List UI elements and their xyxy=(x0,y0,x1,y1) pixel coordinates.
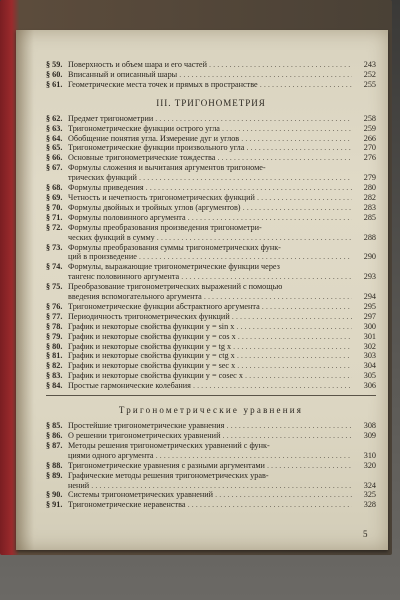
entry-title: Предмет тригонометрии . . . xyxy=(68,114,352,124)
toc-entry-continuation xyxy=(46,173,376,183)
entry-title: Простейшие тригонометрические уравнения . . . xyxy=(68,421,352,431)
entry-title: Тригонометрические уравнения с разными аргументами . . . xyxy=(68,461,352,471)
toc-entry xyxy=(46,461,376,471)
entry-number: § 68. xyxy=(46,183,63,193)
entry-number: § 72. xyxy=(46,222,63,232)
toc-entry xyxy=(46,351,376,361)
entry-title: График и некоторые свойства функции y = cosec x . . . xyxy=(68,371,352,381)
toc-entry xyxy=(46,312,376,322)
entry-title: Преобразование тригонометрических выражений с помощью xyxy=(68,282,283,292)
entry-page: 258 xyxy=(363,113,376,123)
entry-page: 301 xyxy=(363,331,376,341)
entry-page: 308 xyxy=(363,421,376,431)
entry-title: График и некоторые свойства функции y = ctg x . . . xyxy=(68,351,352,361)
toc-entry xyxy=(46,342,376,352)
entry-number: § 88. xyxy=(46,460,63,470)
toc-entry-continuation xyxy=(46,451,376,461)
entry-number: § 76. xyxy=(46,301,63,311)
toc-entry xyxy=(46,282,376,292)
entry-page: 285 xyxy=(363,212,376,222)
entry-page: 302 xyxy=(363,341,376,351)
entry-page: 252 xyxy=(363,69,376,79)
entry-number: § 70. xyxy=(46,202,63,212)
entry-title: Методы решения тригонометрических уравнений с функ- xyxy=(68,440,270,450)
entry-title: Тригонометрические неравенства . . . xyxy=(68,500,352,510)
entry-number: § 90. xyxy=(46,490,63,500)
entry-title: О решении тригонометрических уравнений . . . xyxy=(68,431,352,441)
entry-page: 304 xyxy=(363,361,376,371)
section-heading-equations: Тригонометрические уравнения xyxy=(118,405,304,416)
entry-title: Формулы двойных и тройных углов (аргументов) . . . xyxy=(68,203,352,213)
toc-entry xyxy=(46,124,376,134)
toc-entry xyxy=(46,80,376,90)
toc-entry xyxy=(46,431,376,441)
entry-number: § 71. xyxy=(46,212,63,222)
toc-entry-continuation xyxy=(46,272,376,282)
toc-entry xyxy=(46,134,376,144)
entry-number: § 59. xyxy=(46,60,63,69)
toc-entry xyxy=(46,421,376,431)
entry-title: График и некоторые свойства функции y = cos x . . . xyxy=(68,332,352,342)
toc-entry xyxy=(46,153,376,163)
entry-number: § 64. xyxy=(46,133,63,143)
section-heading-trigonometry: III. ТРИГОНОМЕТРИЯ xyxy=(156,97,266,108)
entry-number: § 65. xyxy=(46,143,63,153)
entry-title: Формулы приведения . . . xyxy=(68,183,352,193)
toc-entry xyxy=(46,471,376,481)
entry-title: Тригонометрические функции абстрактного аргумента . . . xyxy=(68,302,352,312)
entry-page: 309 xyxy=(363,431,376,440)
entry-page: 300 xyxy=(363,321,376,331)
entry-number: § 81. xyxy=(46,351,63,361)
book-page xyxy=(16,30,388,550)
entry-title: Формулы преобразования суммы тригонометрических функ- xyxy=(68,242,281,252)
entry-page: 270 xyxy=(363,143,376,153)
toc-entry xyxy=(46,114,376,124)
entry-number: § 69. xyxy=(46,192,63,202)
entry-title: График и некоторые свойства функции y = sin x . . . xyxy=(68,322,352,332)
entry-number: § 63. xyxy=(46,123,63,133)
entry-number: § 62. xyxy=(46,113,63,123)
entry-title: Вписанный и описанный шары . . . xyxy=(68,70,352,80)
entry-page: 303 xyxy=(363,351,376,361)
toc-entry xyxy=(46,371,376,381)
entry-title: Периодичность тригонометрических функций . . . xyxy=(68,312,352,322)
entry-number: § 78. xyxy=(46,321,63,331)
entry-title: Системы тригонометрических уравнений . . . xyxy=(68,490,352,500)
entry-title: Формулы сложения и вычитания аргументов тригономе- xyxy=(68,163,266,173)
toc-entry xyxy=(46,143,376,153)
entry-number: § 74. xyxy=(46,262,63,272)
entry-title: Обобщение понятия угла. Измерение дуг и углов . . . xyxy=(68,134,352,144)
entry-page: 282 xyxy=(363,192,376,202)
entry-title-continuation: введения вспомогательного аргумента . . . xyxy=(68,292,352,302)
entry-page: 294 xyxy=(363,292,376,302)
entry-number: § 60. xyxy=(46,69,63,79)
entry-title: Формулы, выражающие тригонометрические функции через xyxy=(68,262,280,272)
entry-page: 259 xyxy=(363,123,376,133)
entry-number: § 73. xyxy=(46,242,63,252)
entry-page: 305 xyxy=(363,371,376,381)
toc-entry xyxy=(46,223,376,233)
toc-entry-continuation xyxy=(46,252,376,262)
entry-number: § 75. xyxy=(46,282,63,292)
entry-page: 279 xyxy=(363,173,376,183)
toc-entry xyxy=(46,183,376,193)
entry-number: § 89. xyxy=(46,470,63,480)
entry-title: Простые гармонические колебания . . . xyxy=(68,381,352,391)
toc-entry xyxy=(46,322,376,332)
entry-title-continuation: нений . . . xyxy=(68,481,352,491)
entry-page: 280 xyxy=(363,183,376,193)
entry-number: § 61. xyxy=(46,79,63,89)
entry-number: § 80. xyxy=(46,341,63,351)
entry-page: 293 xyxy=(363,272,376,282)
entry-number: § 85. xyxy=(46,421,63,431)
entry-page: 310 xyxy=(363,450,376,460)
entry-page: 266 xyxy=(363,133,376,143)
toc-entry-continuation xyxy=(46,233,376,243)
toc-group-geometry xyxy=(46,60,376,90)
entry-title: Графические методы решения тригонометрических урав- xyxy=(68,470,269,480)
entry-title-continuation: циями одного аргумента . . . xyxy=(68,451,352,461)
table-of-contents xyxy=(46,60,376,510)
entry-number: § 67. xyxy=(46,163,63,173)
entry-page: 320 xyxy=(363,460,376,470)
toc-entry xyxy=(46,262,376,272)
page-number: 5 xyxy=(363,529,368,539)
toc-entry-continuation xyxy=(46,292,376,302)
entry-title-continuation: ческих функций в сумму . . . xyxy=(68,233,352,243)
toc-entry xyxy=(46,60,376,70)
entry-number: § 86. xyxy=(46,431,63,440)
toc-entry xyxy=(46,193,376,203)
entry-page: 283 xyxy=(363,202,376,212)
entry-title: Формулы половинного аргумента . . . xyxy=(68,213,352,223)
toc-group-trigonometry xyxy=(46,114,376,391)
entry-title: Основные тригонометрические тождества . . . xyxy=(68,153,352,163)
toc-entry xyxy=(46,381,376,391)
entry-title: Тригонометрические функции острого угла . . . xyxy=(68,124,352,134)
entry-page: 276 xyxy=(363,153,376,163)
entry-title: Поверхность и объем шара и его частей . . . xyxy=(68,60,352,70)
toc-entry xyxy=(46,213,376,223)
entry-page: 295 xyxy=(363,301,376,311)
entry-title-continuation: трических функций . . . xyxy=(68,173,352,183)
toc-entry xyxy=(46,243,376,253)
toc-entry xyxy=(46,203,376,213)
entry-title: График и некоторые свойства функции y = sec x . . . xyxy=(68,361,352,371)
entry-title: Тригонометрические функции произвольного угла . . . xyxy=(68,143,352,153)
toc-entry xyxy=(46,332,376,342)
entry-title: Формулы преобразования произведения тригонометри- xyxy=(68,222,262,232)
entry-number: § 91. xyxy=(46,500,63,510)
entry-number: § 82. xyxy=(46,361,63,371)
toc-entry xyxy=(46,70,376,80)
toc-entry xyxy=(46,441,376,451)
toc-group-equations xyxy=(46,421,376,510)
toc-entry xyxy=(46,163,376,173)
entry-number: § 77. xyxy=(46,311,63,321)
entry-page: 255 xyxy=(363,79,376,89)
entry-page: 288 xyxy=(363,232,376,242)
entry-title: Геометрические места точек и прямых в пространстве . . . xyxy=(68,80,352,90)
toc-entry-continuation xyxy=(46,481,376,491)
entry-number: § 84. xyxy=(46,381,63,391)
toc-entry xyxy=(46,500,376,510)
entry-number: § 79. xyxy=(46,331,63,341)
entry-title: Четность и нечетность тригонометрических функций . . . xyxy=(68,193,352,203)
toc-entry xyxy=(46,361,376,371)
entry-page: 324 xyxy=(363,480,376,490)
divider xyxy=(46,395,376,396)
entry-page: 306 xyxy=(363,381,376,391)
entry-page: 325 xyxy=(363,490,376,500)
toc-entry xyxy=(46,302,376,312)
entry-page: 243 xyxy=(363,60,376,69)
toc-entry xyxy=(46,490,376,500)
entry-number: § 66. xyxy=(46,153,63,163)
entry-title-continuation: ций в произведение . . . xyxy=(68,252,352,262)
entry-number: § 83. xyxy=(46,371,63,381)
entry-title: График и некоторые свойства функции y = tg x . . . xyxy=(68,342,352,352)
entry-page: 328 xyxy=(363,500,376,510)
entry-title-continuation: тангенс половинного аргумента . . . xyxy=(68,272,352,282)
entry-page: 290 xyxy=(363,252,376,262)
entry-page: 297 xyxy=(363,311,376,321)
entry-number: § 87. xyxy=(46,440,63,450)
